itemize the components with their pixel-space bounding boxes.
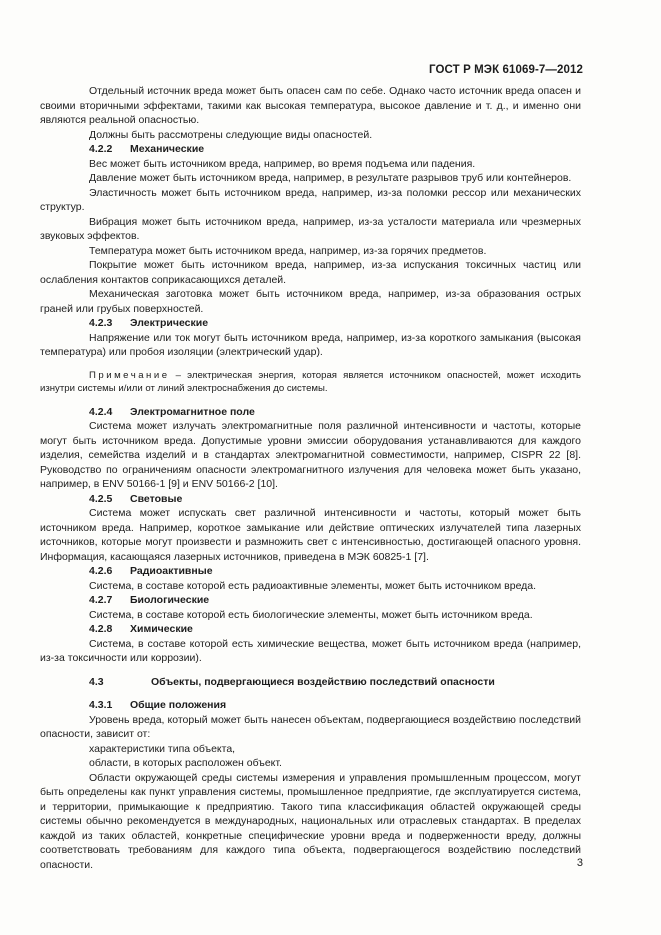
paragraph: Покрытие может быть источником вреда, например, из-за испускания токсичных частиц или ослабления контактов соприкасающихся деталей.	[40, 259, 581, 286]
section-title: Световые	[130, 492, 183, 505]
note-dash: –	[175, 369, 182, 381]
document-id-header: ГОСТ Р МЭК 61069-7—2012	[429, 64, 583, 76]
paragraph: Напряжение или ток могут быть источником вреда, например, из-за короткого замыкания (высокая температура) или пробоя изоляции (электрический удар).	[40, 331, 581, 358]
section-number: 4.2.7	[89, 594, 113, 606]
section-title: Биологические	[130, 594, 210, 606]
paragraph: Отдельный источник вреда может быть опасен сам по себе. Однако часто источник вреда опасен и своими вторичными эффектами, такими как высокая температура, высокое давление и т. д., и именно они являются реальной опасностью.	[40, 85, 581, 126]
paragraph: Механическая заготовка может быть источником вреда, например, из-за образования острых граней или грубых поверхностей.	[40, 288, 581, 315]
section-number: 4.2.2	[89, 143, 113, 155]
list-item: области, в которых расположен объект.	[89, 757, 282, 769]
note-label: Примечание	[89, 369, 170, 381]
section-heading-4-2-6	[40, 564, 581, 579]
section-title: Электромагнитное поле	[130, 405, 255, 418]
paragraph: Давление может быть источником вреда, например, в результате разрывов труб или контейнеров.	[89, 172, 572, 184]
section-number: 4.2.8	[89, 623, 113, 635]
section-heading-4-3	[40, 675, 581, 690]
document-body	[40, 84, 581, 872]
paragraph: Области окружающей среды системы измерения и управления промышленным процессом, могут быть определены как пункт управления системы, промышленное предприятие, где эксплуатируется система, и территории, примыкающие к предприятию. Такого типа классификация областей окружающей среды системы обычно рекомендуется в международных, национальных или отраслевых стандартах. В пределах каждой из таких областей, конкретные специфические уровни вреда и подверженности вреду, должны соответствовать требованиям для каждого типа объекта, подвергающегося воздействию последствий опасности.	[40, 771, 581, 871]
section-number: 4.2.3	[89, 317, 113, 329]
section-heading-4-2-2	[40, 142, 581, 157]
section-heading-4-2-7	[40, 593, 581, 608]
paragraph: Система, в составе которой есть биологические элементы, может быть источником вреда.	[89, 608, 533, 621]
paragraph: Система, в составе которой есть химические вещества, может быть источником вреда (например, из-за токсичности или коррозии).	[40, 637, 581, 664]
section-heading-4-2-3	[40, 316, 581, 331]
section-heading-4-2-8	[40, 622, 581, 637]
section-heading-4-2-4	[40, 405, 581, 420]
section-number: 4.2.4	[89, 405, 113, 418]
note	[40, 369, 581, 396]
list-item: характеристики типа объекта,	[89, 742, 236, 755]
section-title: Общие положения	[130, 699, 227, 711]
paragraph: Эластичность может быть источником вреда, например, из-за поломки рессор или механических структур.	[40, 186, 581, 213]
note-text: электрическая энергия, которая является источником опасностей, может исходить изнутри системы и/или от линий электроснабжения до системы.	[40, 369, 581, 394]
section-title: Радиоактивные	[130, 565, 213, 577]
section-title: Химические	[130, 623, 193, 635]
section-heading-4-2-5	[40, 492, 581, 507]
paragraph: Уровень вреда, который может быть нанесен объектам, подвергающиеся воздействию последствий опасности, зависит от:	[40, 713, 581, 740]
section-number: 4.2.5	[89, 492, 113, 505]
section-title: Электрические	[130, 317, 209, 329]
section-number: 4.2.6	[89, 565, 113, 577]
paragraph: Система может излучать электромагнитные поля различной интенсивности и частоты, которые могут быть источником вреда. Допустимые уровни эмиссии оборудования устанавливаются для каждого изделия, семейства изделий и в стандартах электромагнитной совместимости, например, CISPR 22 [8]. Руководство по ограничениям опасности электромагнитного излучения для человека может быть указано, например, в ENV 50166-1 [9] и ENV 50166-2 [10].	[40, 420, 581, 490]
paragraph: Система может испускать свет различной интенсивности и частоты, который может быть источником вреда. Например, короткое замыкание или действие оптических излучателей типа лазерных источников, которые могут произвести и размножить свет с интенсивностью, достигающей опасного уровня. Информация, касающаяся лазерных источников, приведена в МЭК 60825-1 [7].	[40, 507, 581, 563]
section-number: 4.3	[89, 675, 104, 688]
section-heading-4-3-1	[40, 698, 581, 713]
paragraph: Система, в составе которой есть радиоактивные элементы, может быть источником вреда.	[89, 579, 537, 592]
section-title: Механические	[130, 143, 205, 155]
section-title: Объекты, подвергающиеся воздействию последствий опасности	[151, 675, 495, 688]
paragraph: Температура может быть источником вреда, например, из-за горячих предметов.	[89, 244, 487, 257]
section-number: 4.3.1	[89, 699, 113, 711]
paragraph: Вес может быть источником вреда, например, во время подъема или падения.	[89, 157, 476, 170]
paragraph: Должны быть рассмотрены следующие виды опасностей.	[89, 128, 373, 141]
page-number: 3	[576, 857, 583, 869]
paragraph: Вибрация может быть источником вреда, например, из-за усталости материала или чрезмерных звуковых эффектов.	[40, 215, 581, 242]
